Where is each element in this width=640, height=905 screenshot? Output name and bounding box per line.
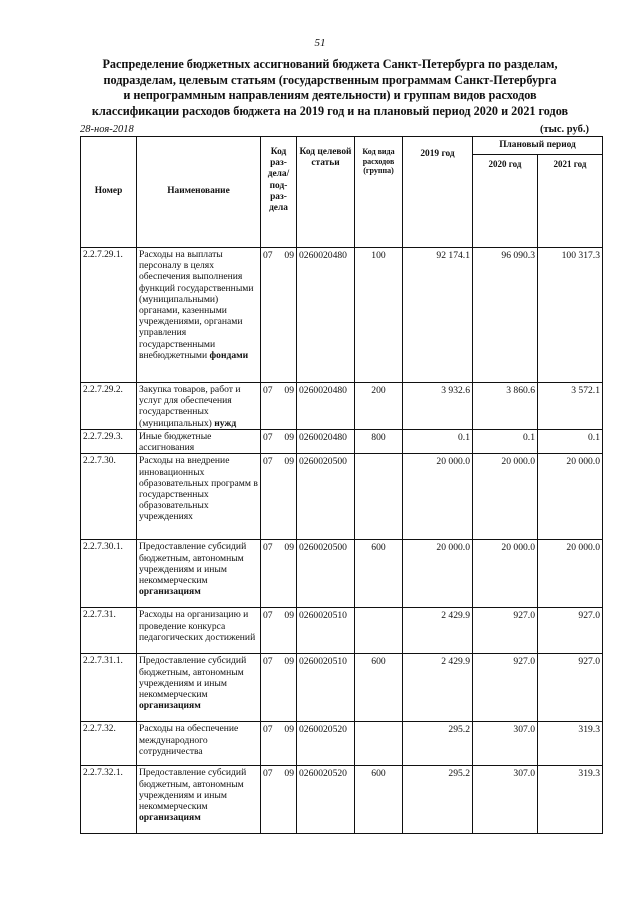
row-name: [137, 608, 261, 654]
row-podrazdel-code: 09: [284, 656, 294, 668]
row-value-2019: 3 932.6: [403, 383, 473, 430]
document-title: [70, 57, 590, 119]
row-name: [137, 383, 261, 430]
row-name: [137, 454, 261, 540]
table-row: [81, 248, 603, 383]
row-value-2019: 295.2: [403, 722, 473, 766]
row-value-2019: 295.2: [403, 766, 473, 834]
row-vid-code: 600: [355, 654, 403, 722]
row-razdel: [261, 540, 297, 608]
row-target-code: 0260020500: [297, 454, 355, 540]
row-razdel: [261, 430, 297, 454]
row-number: 2.2.7.32.1.: [81, 766, 137, 834]
header-code: Код целевой статьи: [297, 137, 355, 248]
row-podrazdel-code: 09: [284, 768, 294, 780]
row-target-code: 0260020480: [297, 430, 355, 454]
row-razdel-code: 07: [263, 724, 273, 736]
row-name: [137, 766, 261, 834]
row-value-2021: 319.3: [538, 722, 603, 766]
units-label: (тыс. руб.): [540, 124, 589, 135]
row-name: [137, 540, 261, 608]
row-razdel-code: 07: [263, 768, 273, 780]
header-vid: Код вида расходов (группа): [355, 137, 403, 248]
row-name-last: организациям: [139, 812, 201, 824]
row-number: 2.2.7.29.3.: [81, 430, 137, 454]
row-razdel-code: 07: [263, 610, 273, 622]
title-line: подразделам, целевым статьям (государственным программам Санкт-Петербурга: [103, 72, 557, 87]
row-vid-code: [355, 454, 403, 540]
row-target-code: 0260020500: [297, 540, 355, 608]
row-razdel: [261, 383, 297, 430]
row-razdel-code: 07: [263, 456, 273, 468]
table-row: [81, 540, 603, 608]
table-row: [81, 383, 603, 430]
table-row: [81, 654, 603, 722]
row-value-2021: 100 317.3: [538, 248, 603, 383]
row-value-2019: 0.1: [403, 430, 473, 454]
row-name-text: Расходы на внедрение инновационных образовательных программ в государственных образовательных учреждениях: [139, 455, 258, 523]
row-value-2019: 2 429.9: [403, 654, 473, 722]
row-razdel-code: 07: [263, 250, 273, 261]
row-razdel: [261, 608, 297, 654]
row-value-2020: 0.1: [473, 430, 538, 454]
row-target-code: 0260020480: [297, 383, 355, 430]
row-name-last: нужд: [214, 417, 237, 429]
row-value-2021: 20 000.0: [538, 454, 603, 540]
row-podrazdel-code: 09: [284, 250, 294, 261]
row-vid-code: 100: [355, 248, 403, 383]
row-target-code: 0260020520: [297, 722, 355, 766]
row-value-2020: 307.0: [473, 766, 538, 834]
row-value-2020: 927.0: [473, 608, 538, 654]
row-value-2020: 20 000.0: [473, 540, 538, 608]
row-razdel-code: 07: [263, 656, 273, 668]
row-razdel-code: 07: [263, 385, 273, 396]
row-name-text: Предоставление субсидий бюджетным, автономным учреждениям и иным некоммерческим: [139, 767, 247, 813]
row-vid-code: 600: [355, 766, 403, 834]
row-name-text: Предоставление субсидий бюджетным, автономным учреждениям и иным некоммерческим: [139, 541, 247, 587]
row-razdel-code: 07: [263, 432, 273, 443]
row-number: 2.2.7.29.2.: [81, 383, 137, 430]
row-name-text: Иные бюджетные ассигнования: [139, 431, 212, 454]
row-podrazdel-code: 09: [284, 385, 294, 396]
header-2021: 2021 год: [538, 155, 603, 248]
row-vid-code: 200: [355, 383, 403, 430]
row-number: 2.2.7.31.1.: [81, 654, 137, 722]
row-name-text: Предоставление субсидий бюджетным, автономным учреждениям и иным некоммерческим: [139, 655, 247, 701]
row-razdel: [261, 654, 297, 722]
table-row: [81, 766, 603, 834]
title-line: и непрограммным направлениям деятельности) и группам видов расходов: [123, 88, 537, 102]
header-name: Наименование: [137, 137, 261, 248]
row-value-2020: 20 000.0: [473, 454, 538, 540]
table-row: [81, 722, 603, 766]
row-name: [137, 248, 261, 383]
row-name: [137, 654, 261, 722]
row-value-2020: 927.0: [473, 654, 538, 722]
header-number: Номер: [81, 137, 137, 248]
row-number: 2.2.7.29.1.: [81, 248, 137, 383]
table-row: [81, 454, 603, 540]
budget-table: [80, 136, 603, 834]
row-podrazdel-code: 09: [284, 456, 294, 468]
row-name-text: Закупка товаров, работ и услуг для обеспечения государственных (муниципальных): [139, 384, 241, 429]
row-name-text: Расходы на выплаты персоналу в целях обеспечения выполнения функций государственными (муниципальными) органами, казенными учреждениями, органами управления государственными внебюджетными: [139, 249, 254, 361]
header-razdel: Код раз-дела/ под-раз-дела: [261, 137, 297, 248]
row-number: 2.2.7.32.: [81, 722, 137, 766]
header-planned-period: Плановый период: [473, 137, 603, 155]
header-2020: 2020 год: [473, 155, 538, 248]
row-vid-code: 600: [355, 540, 403, 608]
row-name-text: Расходы на организацию и проведение конкурса педагогических достижений: [139, 609, 256, 643]
row-value-2019: 20 000.0: [403, 454, 473, 540]
row-value-2021: 3 572.1: [538, 383, 603, 430]
row-razdel: [261, 248, 297, 383]
row-razdel-code: 07: [263, 542, 273, 554]
row-value-2020: 3 860.6: [473, 383, 538, 430]
row-name-text: Расходы на обеспечение международного сотрудничества: [139, 723, 239, 757]
row-value-2021: 927.0: [538, 608, 603, 654]
row-value-2020: 307.0: [473, 722, 538, 766]
row-vid-code: [355, 608, 403, 654]
row-name-last: организациям: [139, 586, 201, 598]
document-date: 28-ноя-2018: [80, 124, 134, 135]
table-row: [81, 430, 603, 454]
row-value-2021: 20 000.0: [538, 540, 603, 608]
row-vid-code: [355, 722, 403, 766]
row-value-2021: 319.3: [538, 766, 603, 834]
row-podrazdel-code: 09: [284, 542, 294, 554]
row-value-2019: 2 429.9: [403, 608, 473, 654]
row-number: 2.2.7.31.: [81, 608, 137, 654]
row-value-2021: 0.1: [538, 430, 603, 454]
row-value-2019: 20 000.0: [403, 540, 473, 608]
row-razdel: [261, 766, 297, 834]
row-podrazdel-code: 09: [284, 610, 294, 622]
row-target-code: 0260020480: [297, 248, 355, 383]
header-2019: 2019 год: [403, 137, 473, 248]
row-number: 2.2.7.30.: [81, 454, 137, 540]
table-row: [81, 608, 603, 654]
row-vid-code: 800: [355, 430, 403, 454]
row-razdel: [261, 722, 297, 766]
row-name: [137, 722, 261, 766]
row-target-code: 0260020510: [297, 608, 355, 654]
row-name-last: фондами: [209, 349, 249, 361]
page-number: 51: [314, 37, 326, 49]
row-value-2019: 92 174.1: [403, 248, 473, 383]
row-name-last: организациям: [139, 700, 201, 712]
row-razdel: [261, 454, 297, 540]
row-value-2020: 96 090.3: [473, 248, 538, 383]
row-value-2021: 927.0: [538, 654, 603, 722]
row-target-code: 0260020520: [297, 766, 355, 834]
row-name: [137, 430, 261, 454]
title-line: Распределение бюджетных ассигнований бюджета Санкт-Петербурга по разделам,: [102, 57, 558, 71]
row-number: 2.2.7.30.1.: [81, 540, 137, 608]
row-podrazdel-code: 09: [284, 432, 294, 443]
row-target-code: 0260020510: [297, 654, 355, 722]
title-line: классификации расходов бюджета на 2019 год и на плановый период 2020 и 2021 годов: [91, 103, 569, 118]
row-podrazdel-code: 09: [284, 724, 294, 736]
